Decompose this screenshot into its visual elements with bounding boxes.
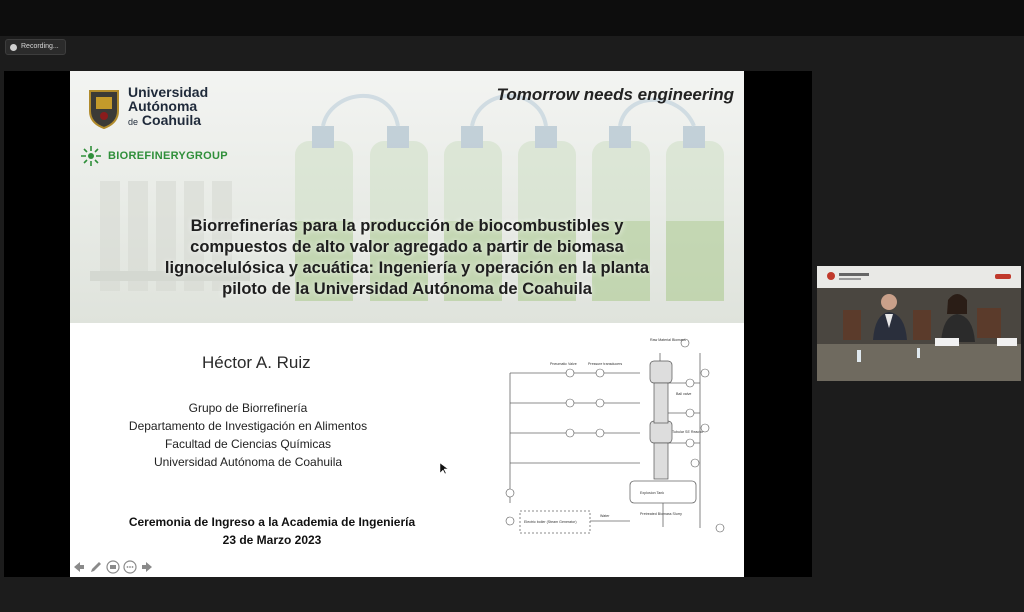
biorefinery-group-logo	[80, 146, 228, 166]
title-line: piloto de la Universidad Autónoma de Coahuila	[222, 280, 592, 298]
university-name-line3: Coahuila	[141, 112, 202, 128]
recording-indicator[interactable]	[5, 39, 66, 55]
ceremony-date: 23 de Marzo 2023	[222, 533, 322, 547]
ceremony-title: Ceremonia de Ingreso a la Academia de Ingeniería	[128, 515, 416, 529]
recording-label: Recording...	[21, 43, 59, 50]
university-logo	[86, 85, 286, 135]
record-icon	[10, 44, 17, 51]
more-options-icon[interactable]	[123, 560, 137, 574]
participant-video-tile[interactable]	[817, 266, 1021, 381]
diagram-label: Water	[600, 514, 610, 518]
diagram-label: Ball valve	[676, 392, 692, 396]
title-line: lignocelulósica y acuática: Ingeniería y operación en la planta	[164, 259, 650, 277]
diagram-label: Raw Material Biomass	[650, 338, 686, 342]
diagram-label: Explosion Tank	[640, 491, 665, 495]
slide-tagline: Tomorrow needs engineering	[496, 85, 734, 104]
university-name-prefix: de	[128, 117, 139, 127]
biorefinery-group-text: BIOREFINERYGROUP	[108, 150, 228, 162]
slides-menu-icon[interactable]	[106, 560, 120, 574]
title-line: compuestos de alto valor agregado a partir de biomasa	[190, 238, 624, 256]
slide-controls	[72, 559, 154, 575]
participant-video-feed	[817, 266, 1021, 381]
affiliation-line: Grupo de Biorrefinería	[188, 401, 308, 415]
slide-header-banner	[70, 71, 744, 323]
university-name-line1: Universidad	[128, 84, 209, 100]
diagram-label: Tubular SE Reactor	[672, 430, 704, 434]
previous-slide-icon[interactable]	[72, 560, 86, 574]
top-bar	[0, 0, 1024, 36]
diagram-label: Electric boiler (Steam Generator)	[524, 520, 577, 524]
affiliation-block	[98, 399, 398, 471]
title-line: Biorrefinerías para la producción de biocombustibles y	[190, 217, 624, 235]
diagram-label: Pretreated Biomass Slurry	[640, 512, 682, 516]
affiliation-line: Universidad Autónoma de Coahuila	[153, 455, 343, 469]
affiliation-line: Departamento de Investigación en Alimentos	[128, 419, 368, 433]
affiliation-line: Facultad de Ciencias Químicas	[164, 437, 332, 451]
diagram-label: Pressure transducers	[588, 362, 623, 366]
diagram-label: Pneumatic Valve	[550, 362, 577, 366]
presentation-slide	[70, 71, 744, 577]
author-name: Héctor A. Ruiz	[202, 353, 311, 372]
next-slide-icon[interactable]	[140, 560, 154, 574]
university-name-line2: Autónoma	[128, 98, 198, 114]
slide-title	[110, 216, 704, 300]
biorefinery-leaf-icon	[80, 145, 102, 167]
pen-icon[interactable]	[89, 560, 103, 574]
ceremony-block	[92, 513, 452, 549]
university-shield-icon	[86, 85, 122, 129]
pilot-plant-process-diagram	[500, 333, 730, 535]
mouse-cursor-icon	[440, 463, 448, 475]
